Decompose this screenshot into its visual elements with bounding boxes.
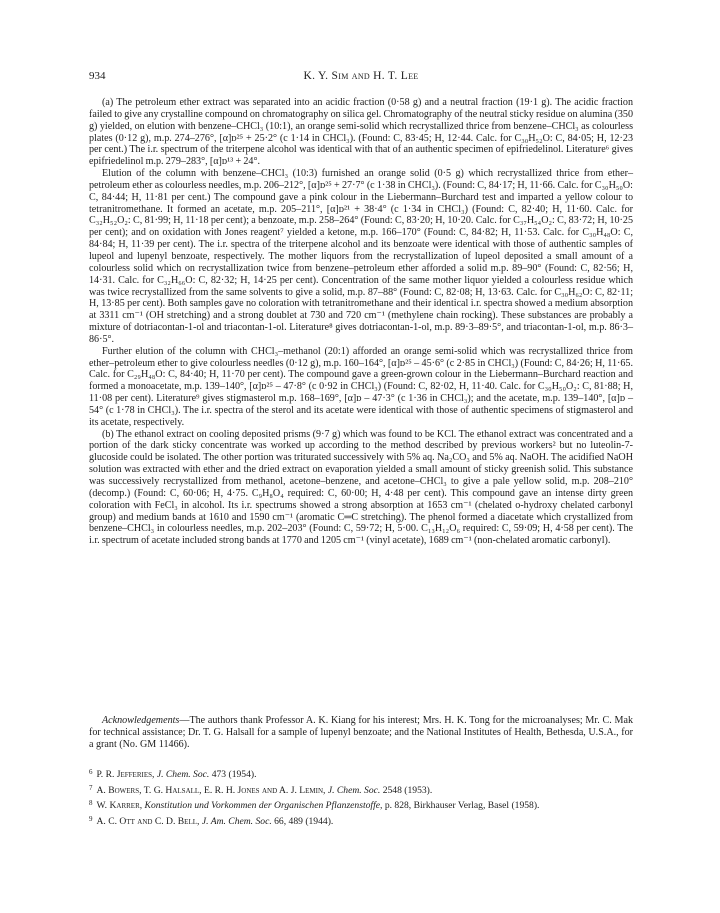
reference-source: J. Am. Chem. Soc.	[201, 815, 272, 827]
reference-details: 473 (1954).	[209, 769, 257, 780]
reference-item	[89, 814, 633, 828]
experimental-text	[89, 97, 633, 547]
page-header	[89, 70, 633, 86]
reference-number: 8	[89, 799, 93, 808]
acknowledgements	[89, 715, 633, 751]
reference-item	[89, 798, 633, 812]
reference-authors: A. C. Ott and C. D. Bell,	[96, 815, 200, 827]
paragraph-petroleum-ether-extract: (a) The petroleum ether extract was separated into an acidic fraction (0·58 g) and a neutral fraction (19·1 g). The acidic fraction failed to give any crystalline compound on chromatography on silica gel. Chromatography of the neutral sticky residue on alumina (350 g) yielded, on elution with benzene–CHCl₃ (10:1), an orange semi-solid which recrystallized thrice from benzene–CHCl₃ as colourless plates (0·12 g), m.p. 274–276°, [α]ᴅ²⁵ + 25·2° (c 1·14 in CHCl₃). (Found: C, 83·45; H, 12·44. Calc. for C₃₀H₅₂O: C, 84·05; H, 12·23 per cent.) The i.r. spectrum of the triterpene alcohol was identical with that of an authentic specimen of epifriedelinol. Literature⁶ gives epifriedelinol m.p. 279–283°, [α]ᴅ¹³ + 24°.	[89, 97, 633, 168]
reference-number: 7	[89, 783, 93, 792]
reference-details: 66, 489 (1944).	[271, 815, 334, 827]
page-number: 934	[89, 70, 106, 82]
reference-details: p. 828, Birkhauser Verlag, Basel (1958).	[382, 800, 540, 812]
references-list	[89, 767, 633, 829]
reference-authors: A. Bowers, T. G. Halsall, E. R. H. Jones and A. J. Lemin,	[96, 784, 326, 796]
acknowledgements-title: Acknowledgements	[102, 715, 180, 726]
reference-item	[89, 783, 633, 797]
reference-number: 9	[89, 814, 93, 823]
running-title: K. Y. Sim and H. T. Lee	[303, 70, 419, 82]
reference-details: 2548 (1953).	[380, 784, 433, 796]
reference-item	[89, 767, 633, 781]
reference-number: 6	[89, 768, 93, 776]
paragraph-ethanol-extract: (b) The ethanol extract on cooling deposited prisms (9·7 g) which was found to be KCl. The ethanol extract was concentrated and a portion of the dark sticky concentrate was worked up according to the method described by previous workers² but no luteolin-7-glucoside could be isolated. The other portion was triturated successively with 5% aq. Na₂CO₃ and 5% aq. NaOH. The acidified NaOH solution was extracted with ether and the dried extract on evaporation yielded a small amount of sticky greenish solid. This substance was successively recrystallized from methanol, acetone–benzene, and acetone–CHCl₃ to give a pale yellow solid, m.p. 208–210° (decomp.) (Found: C, 60·06; H, 4·75. C₉H₈O₄ required: C, 60·00; H, 4·48 per cent). This compound gave an intense dirty green coloration with FeCl₃ in alcohol. Its i.r. spectrums showed a strong absorption at 1653 cm⁻¹ (chelated o-hydroxy chelated carbonyl group) and medium bands at 1610 and 1590 cm⁻¹ (aromatic C═C stretching). The phenol formed a diacetate which crystallized from benzene–CHCl₃ in colourless needles, m.p. 202–203° (Found: C, 59·72; H, 5·00. C₁₃H₁₂O₆ required: C, 59·09; H, 4·58 per cent). The i.r. spectrum of acetate included strong bands at 1770 and 1205 cm⁻¹ (vinyl acetate), 1689 cm⁻¹ (non-chelated aromatic carbonyl).	[89, 428, 633, 547]
paragraph-elution-benzene: Elution of the column with benzene–CHCl₃ (10:3) furnished an orange solid (0·5 g) which recrystallized thrice from ether–petroleum ether as colourless needles, m.p. 206–212°, [α]ᴅ²⁵ + 27·7° (c 1·38 in CHCl₃). (Found: C, 84·17; H, 11·66. Calc. for C₃₀H₅₀O: C, 84·44; H, 11·81 per cent.) The compound gave a pink colour in the Liebermann–Burchard test and imparted a yellow colour to tetranitromethane. It formed an acetate, m.p. 205–211°, [α]ᴅ²¹ + 38·4° (c 1·34 in CHCl₃) (Found: C, 82·40; H, 11·60. Calc. for C₃₂H₅₂O₂: C, 81·99; H, 11·18 per cent); a benzoate, m.p. 258–264° (Found: C, 83·20; H, 10·20. Calc. for C₃₇H₅₄O₂: C, 83·72; H, 10·25 per cent); and on oxidation with Jones reagent⁷ yielded a ketone, m.p. 166–170° (Found: C, 84·82; H, 11·53. Calc. for C₃₀H₄₈O: C, 84·84; H, 11·39 per cent). The i.r. spectra of the triterpene alcohol and its benzoate were identical with those of authentic samples of lupeol and lupenyl benzoate, respectively. The mother liquors from the recrystallization of lupeol deposited a small amount of a colourless solid which on recrystallization twice from benzene–petroleum ether afforded a solid m.p. 89–90° (Found: C, 82·56; H, 14·31. Calc. for C₃₂H₆₆O: C, 82·32; H, 14·25 per cent). Concentration of the same mother liquor yielded a colourless residue which was twice recrystallized from the same solvents to give a solid, m.p. 87–88° (Found: C, 82·08; H, 13·63. Calc. for C₃₀H₆₂O: C, 82·11; H, 13·85 per cent). Both samples gave no coloration with tetranitromethane and their identical i.r. spectra showed a medium absorption at 3311 cm⁻¹ (OH stretching) and a strong doublet at 730 and 720 cm⁻¹ (methylene chain rocking). These substances are probably a mixture of dotriacontan-1-ol and triacontan-1-ol. Literature⁸ gives dotriacontan-1-ol, m.p. 89·3–89·5°, and triacontan-1-ol, m.p. 86·3–86·5°.	[89, 168, 633, 345]
reference-authors: P. R. Jefferies,	[96, 769, 155, 780]
reference-source: J. Chem. Soc.	[327, 784, 381, 796]
paragraph-elution-chcl3-methanol: Further elution of the column with CHCl₃–methanol (20:1) afforded an orange semi-solid which was recrystallized thrice from ether–petroleum ether to give colourless needles (0·12 g), m.p. 160–164°, [α]ᴅ²⁵ – 45·6° (c 2·85 in CHCl₃) (Found: C, 84·26; H, 11·65. Calc. for C₂₉H₄₈O: C, 84·40; H, 11·70 per cent). The compound gave a green-grown colour in the Liebermann–Burchard reaction and formed a monoacetate, m.p. 139–140°, [α]ᴅ²⁵ – 47·8° (c 0·92 in CHCl₃) (Found: C, 82·02, H, 11·40. Calc. for C₃₀H₅₀O₂: C, 81·88; H, 11·08 per cent). Literature⁹ gives stigmasterol m.p. 168–169°, [α]ᴅ – 47·3° (c 1·36 in CHCl₃); and the acetate, m.p. 139–140°, [α]ᴅ – 54° (c 1·78 in CHCl₃). The i.r. spectra of the sterol and its acetate were identical with those of authentic specimens of stigmasterol and its acetate, respectively.	[89, 345, 633, 428]
reference-source: Konstitution und Vorkommen der Organischen Pflanzenstoffe,	[144, 800, 383, 812]
acknowledgements-text: —The authors thank Professor A. K. Kiang for his interest; Mrs. H. K. Tong for the microanalyses; Mr. C. Mak for technical assistance; Dr. T. G. Halsall for a sample of lupenyl benzoate; and the National Institutes of Health, Bethesda, U.S.A., for a grant (No. GM 11466).	[89, 715, 633, 750]
reference-source: J. Chem. Soc.	[156, 769, 210, 780]
reference-authors: W. Karrer,	[96, 800, 143, 812]
